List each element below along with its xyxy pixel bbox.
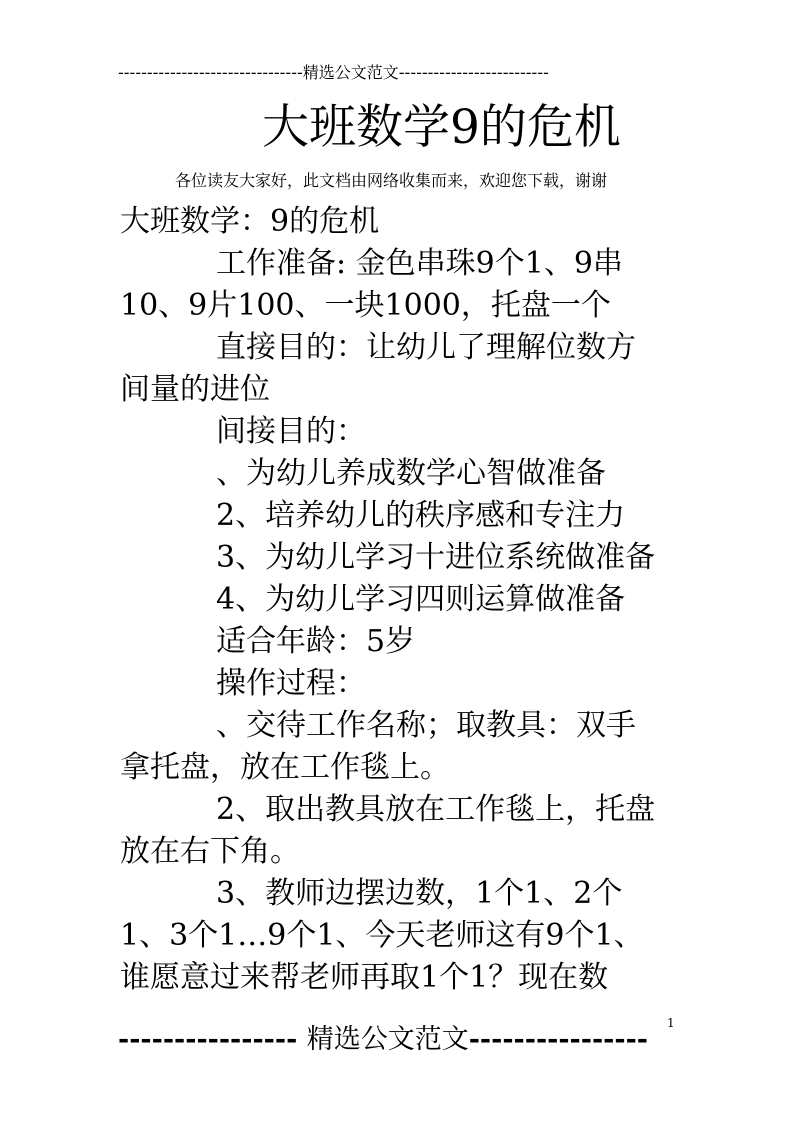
body-line: 、交待工作名称；取教具：双手 bbox=[216, 708, 636, 743]
document-title: 大班数学9的危机 bbox=[262, 100, 621, 155]
header-dashes-right: -------------------------- bbox=[398, 63, 549, 82]
header-dashes-left: -------------------------------- bbox=[118, 63, 303, 82]
body-line: 间量的进位 bbox=[120, 372, 270, 407]
body-line: 1、3个1…9个1、今天老师这有9个1、 bbox=[120, 918, 644, 953]
page-header bbox=[118, 62, 666, 84]
footer-label: 精选公文范文 bbox=[306, 1024, 469, 1055]
body-line: 4、为幼儿学习四则运算做准备 bbox=[216, 582, 626, 617]
body-line: 拿托盘，放在工作毯上。 bbox=[120, 750, 450, 785]
body-line: 3、教师边摆边数，1个1、2个 bbox=[216, 876, 623, 911]
body-line: 适合年龄：5岁 bbox=[216, 624, 416, 659]
document-subtitle: 各位读友大家好，此文档由网络收集而来，欢迎您下载，谢谢 bbox=[175, 171, 608, 190]
footer-dashes-left: ---------------- bbox=[118, 1024, 298, 1055]
body-line: 3、为幼儿学习十进位系统做准备 bbox=[216, 540, 656, 575]
body-line: 谁愿意过来帮老师再取1个1？现在数 bbox=[120, 960, 609, 995]
page-number: 1 bbox=[667, 1016, 675, 1030]
body-line: 2、取出教具放在工作毯上，托盘 bbox=[216, 792, 656, 827]
footer-dashes-right: ---------------- bbox=[468, 1024, 648, 1055]
body-line: 操作过程： bbox=[216, 666, 366, 701]
document-body bbox=[120, 201, 675, 999]
body-line: 2、培养幼儿的秩序感和专注力 bbox=[216, 498, 626, 533]
body-line: 、为幼儿养成数学心智做准备 bbox=[216, 456, 606, 491]
body-line: 工作准备: 金色串珠9个1、9串 bbox=[216, 246, 623, 281]
body-line: 大班数学：9的危机 bbox=[120, 204, 380, 239]
body-line: 10、9片100、一块1000，托盘一个 bbox=[120, 288, 611, 323]
body-line: 直接目的：让幼儿了理解位数方 bbox=[216, 330, 636, 365]
page-footer bbox=[118, 1022, 648, 1058]
header-label: 精选公文范文 bbox=[302, 63, 399, 82]
body-line: 放在右下角。 bbox=[120, 834, 300, 869]
body-line: 间接目的： bbox=[216, 414, 366, 449]
